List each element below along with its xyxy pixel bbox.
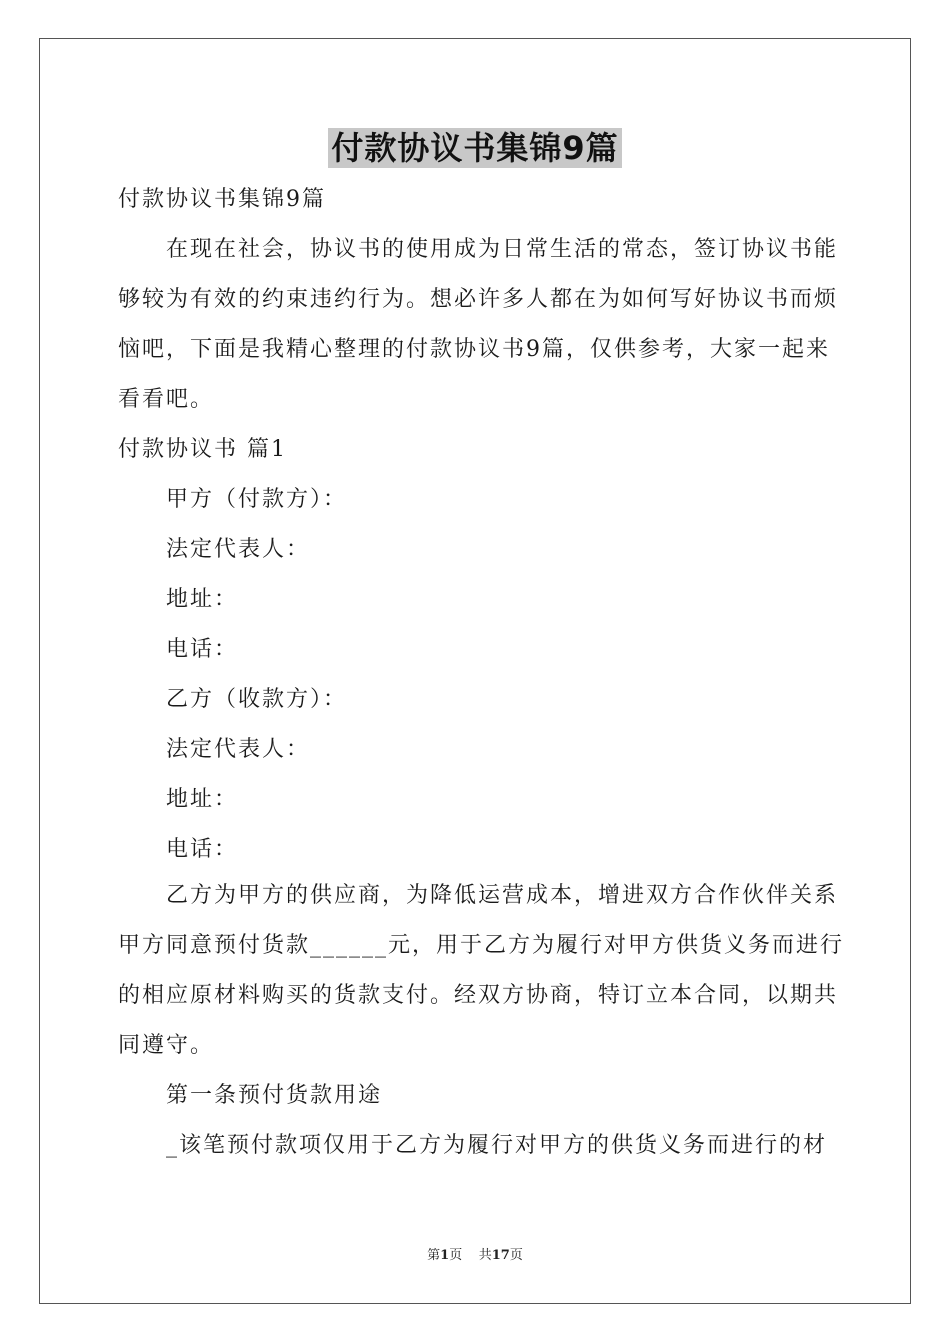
party-b-label: 乙方（收款方）：	[166, 687, 348, 712]
intro-line-4: 看看吧。	[118, 387, 215, 412]
body-line-4: 同遵守。	[118, 1033, 215, 1058]
page-border	[39, 38, 911, 1304]
footer-page-mid: 页 共	[449, 1248, 492, 1263]
intro-line-2: 够较为有效的约束违约行为。想必许多人都在为如何写好协议书而烦	[118, 287, 839, 312]
body-line-1: 乙方为甲方的供应商，为降低运营成本，增进双方合作伙伴关系	[166, 883, 839, 908]
intro-line-3: 恼吧，下面是我精心整理的付款协议书9篇，仅供参考，大家一起来	[118, 337, 830, 362]
footer-page-suffix: 页	[509, 1248, 523, 1263]
party-a-phone: 电话：	[166, 637, 239, 662]
page-footer	[0, 1247, 950, 1265]
article1-heading: 第一条预付货款用途	[166, 1083, 383, 1108]
article1-text: _该笔预付款项仅用于乙方为履行对甲方的供货义务而进行的材	[166, 1133, 828, 1158]
footer-page-number: 1	[440, 1248, 450, 1263]
section-heading: 付款协议书 篇1	[118, 437, 287, 462]
document-title: 付款协议书集锦9篇	[328, 128, 621, 168]
body-line-2: 甲方同意预付货款______元，用于乙方为履行对甲方供货义务而进行	[118, 933, 845, 958]
party-b-phone: 电话：	[166, 837, 239, 862]
party-a-rep: 法定代表人：	[166, 537, 311, 562]
document-subtitle: 付款协议书集锦9篇	[118, 187, 326, 212]
party-a-address: 地址：	[166, 587, 239, 612]
footer-total-pages: 17	[491, 1248, 510, 1263]
intro-line-1: 在现在社会，协议书的使用成为日常生活的常态，签订协议书能	[166, 237, 839, 262]
party-a-label: 甲方（付款方）：	[166, 487, 348, 512]
body-line-3: 的相应原材料购买的货款支付。经双方协商，特订立本合同，以期共	[118, 983, 839, 1008]
party-b-rep: 法定代表人：	[166, 737, 311, 762]
title-container	[0, 128, 950, 168]
footer-page-prefix: 第	[427, 1248, 441, 1263]
party-b-address: 地址：	[166, 787, 239, 812]
